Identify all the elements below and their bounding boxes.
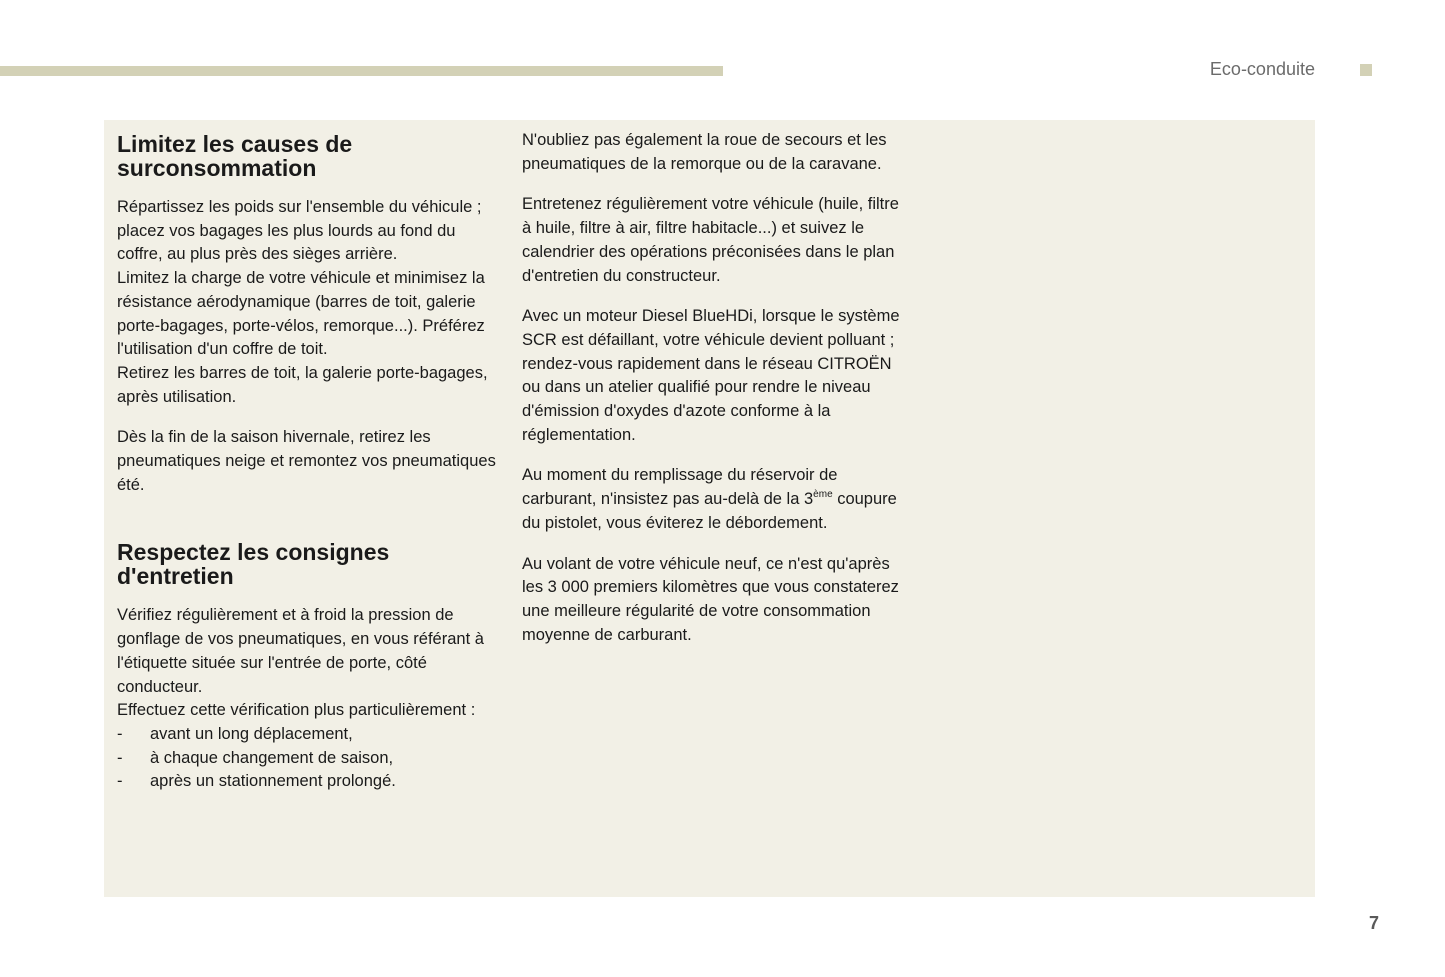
refuelling-text-after: coupure du pistolet, vous éviterez le débordement. [522, 490, 897, 532]
left-column [117, 132, 497, 794]
paragraph-winter-tyres: Dès la fin de la saison hivernale, retirez les pneumatiques neige et remontez vos pneumatiques été. [117, 428, 496, 494]
list-item [117, 747, 497, 771]
list-item [117, 770, 497, 794]
list-bullet: - [117, 724, 123, 743]
section-heading-overconsumption: Limitez les causes de surconsommation [117, 131, 353, 181]
right-column [522, 129, 912, 647]
list-item-text: à chaque changement de saison, [150, 748, 394, 767]
header-accent-bar [0, 66, 723, 76]
list-item-text: avant un long déplacement, [150, 724, 353, 743]
paragraph-refuelling [522, 464, 912, 535]
page-number: 7 [1369, 913, 1380, 933]
paragraph-new-vehicle: Au volant de votre véhicule neuf, ce n'est qu'après les 3 000 premiers kilomètres que vous constaterez une meilleure régularité de votre consommation moyenne de carburant. [522, 554, 899, 644]
paragraph-check-occasions: Effectuez cette vérification plus particulièrement : [117, 701, 476, 720]
content-panel [104, 120, 1315, 897]
paragraph-bluehdi-scr: Avec un moteur Diesel BlueHDi, lorsque le système SCR est défaillant, votre véhicule devient polluant ; rendez-vous rapidement dans le réseau CITROËN ou dans un atelier qualifié pour rendre le niveau d'émission d'oxydes d'azote conforme à la réglementation. [522, 307, 900, 444]
list-item [117, 723, 497, 747]
paragraph-remove-roof-bars: Retirez les barres de toit, la galerie porte-bagages, après utilisation. [117, 363, 488, 406]
list-item-text: après un stationnement prolongé. [150, 772, 396, 791]
paragraph-spare-wheel: N'oubliez pas également la roue de secours et les pneumatiques de la remorque ou de la caravane. [522, 131, 887, 173]
list-bullet: - [117, 772, 123, 791]
paragraph-regular-maintenance: Entretenez régulièrement votre véhicule (huile, filtre à huile, filtre à air, filtre habitacle...) et suivez le calendrier des opérations préconisées dans le plan d'entretien du constructeur. [522, 195, 899, 285]
section-heading-maintenance: Respectez les consignes d'entretien [117, 539, 390, 590]
paragraph-weight-distribution: Répartissez les poids sur l'ensemble du véhicule ; placez vos bagages les plus lourds au fond du coffre, au plus près des sièges arrière. [117, 198, 482, 264]
paragraph-tyre-pressure: Vérifiez régulièrement et à froid la pression de gonflage de vos pneumatiques, en vous référant à l'étiquette située sur l'entrée de porte, côté conducteur. [117, 606, 484, 696]
section-marker-square [1360, 64, 1372, 76]
check-occasions-list [117, 723, 497, 794]
section-title: Eco-conduite [1209, 59, 1315, 79]
list-bullet: - [117, 748, 123, 767]
refuelling-text-before: Au moment du remplissage du réservoir de carburant, n'insistez pas au-delà de la 3 [522, 466, 838, 509]
refuelling-superscript: ème [813, 489, 833, 501]
paragraph-load-limit: Limitez la charge de votre véhicule et minimisez la résistance aérodynamique (barres de toit, galerie porte-bagages, porte-vélos, remorque...). Préférez l'utilisation d'un coffre de toit. [117, 269, 485, 359]
